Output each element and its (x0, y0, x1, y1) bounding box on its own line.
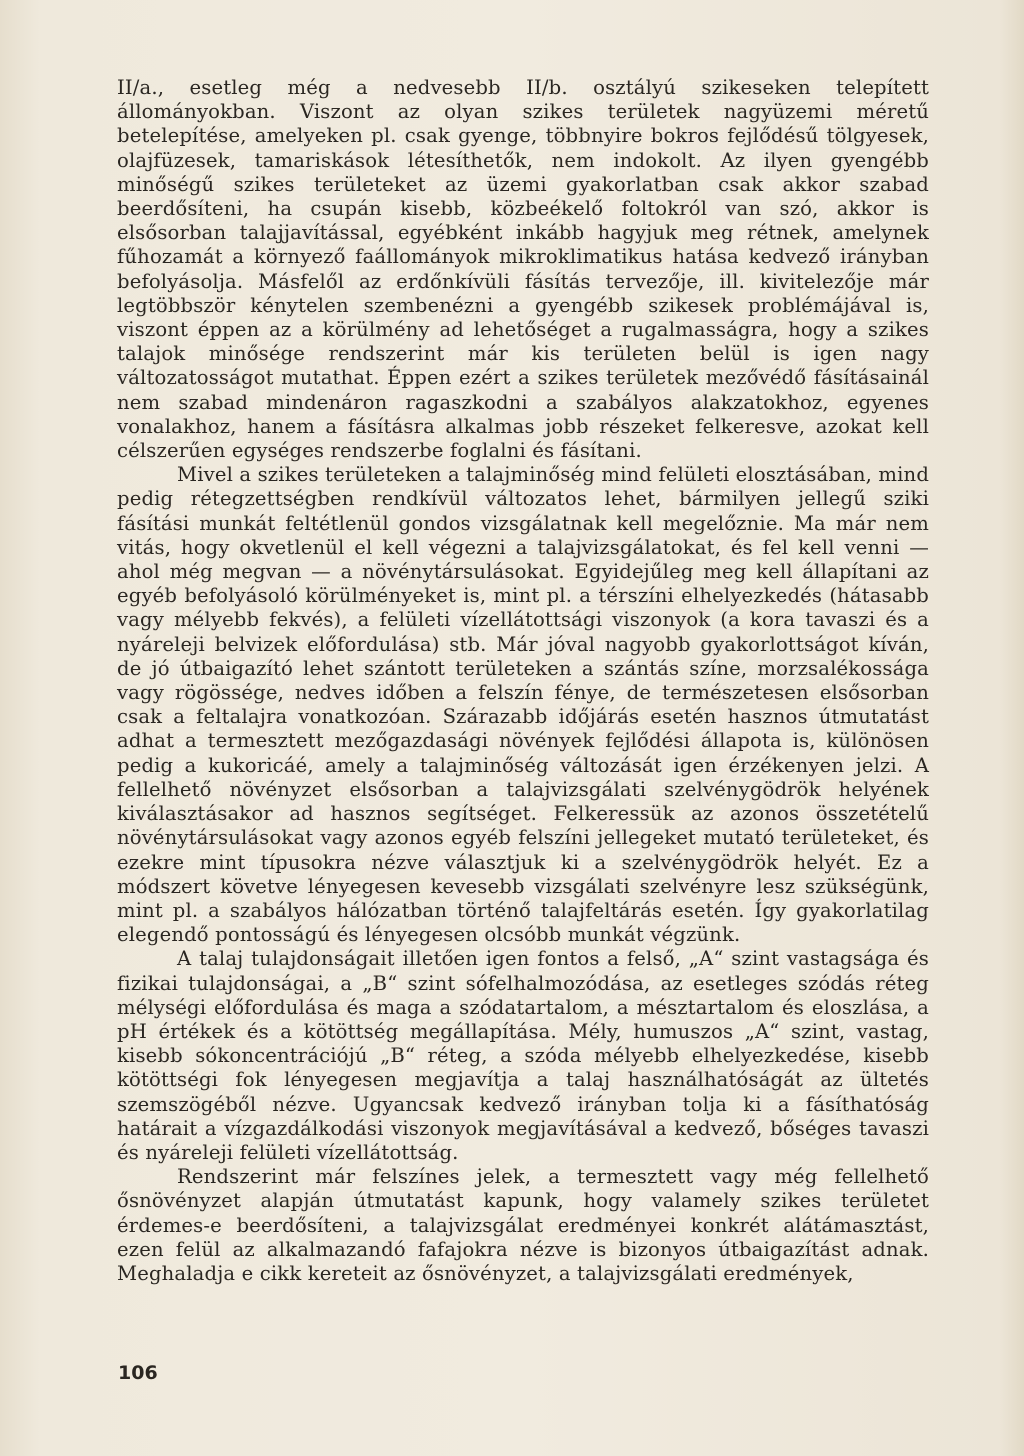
body-text (117, 76, 929, 1286)
page-number: 106 (118, 1362, 158, 1384)
paragraph-1: II/a., esetleg még a nedvesebb II/b. osztályú szikeseken telepített állományokban. Viszont az olyan szikes területek nagyüzemi méretű betelepítése, amelyeken pl. csak gyenge, többnyire bokros fejlődésű tölgyesek, olajfüzesek, tamariskások létesíthetők, nem indokolt. Az ilyen gyengébb minőségű szikes területeket az üzemi gyakorlatban csak akkor szabad beerdősíteni, ha csupán kisebb, közbeékelő foltokról van szó, akkor is elsősorban talajjavítással, egyébként inkább hagyjuk meg rétnek, amelynek fűhozamát a környező faállományok mikroklimatikus hatása kedvező irányban befolyásolja. Másfelől az erdőnkívüli fásítás tervezője, ill. kivitelezője már legtöbbször kénytelen szembenézni a gyengébb szikesek problémájával is, viszont éppen az a körülmény ad lehetőséget a rugalmasságra, hogy a szikes talajok minősége rendszerint már kis területen belül is igen nagy változatosságot mutathat. Éppen ezért a szikes területek mezővédő fásításainál nem szabad mindenáron ragaszkodni a szabályos alakzatokhoz, egyenes vonalakhoz, hanem a fásításra alkalmas jobb részeket felkeresve, azokat kell célszerűen egységes rendszerbe foglalni és fásítani. (117, 76, 929, 463)
paragraph-4: Rendszerint már felszínes jelek, a termesztett vagy még fellelhető ősnövényzet alapján útmutatást kapunk, hogy valamely szikes területet érdemes-e beerdősíteni, a talajvizsgálat eredményei konkrét alátámasztást, ezen felül az alkalmazandó fafajokra nézve is bizonyos útbaigazítást adnak. Meghaladja e cikk kereteit az ősnövényzet, a talajvizsgálati eredmények, (117, 1165, 929, 1285)
paragraph-2: Mivel a szikes területeken a talajminőség mind felületi elosztásában, mind pedig rétegzettségben rendkívül változatos lehet, bármilyen jellegű sziki fásítási munkát feltétlenül gondos vizsgálatnak kell megelőznie. Ma már nem vitás, hogy okvetlenül el kell végezni a talajvizsgálatokat, és fel kell venni — ahol még megvan — a növénytársulásokat. Egyidejűleg meg kell állapítani az egyéb befolyásoló körülményeket is, mint pl. a térszíni elhelyezkedés (hátasabb vagy mélyebb fekvés), a felületi vízellátottsági viszonyok (a kora tavaszi és a nyáreleji belvizek előfordulása) stb. Már jóval nagyobb gyakorlottságot kíván, de jó útbaigazító lehet szántott területeken a szántás színe, morzsalékossága vagy rögössége, nedves időben a felszín fénye, de természetesen elsősorban csak a feltalajra vonatkozóan. Szárazabb időjárás esetén hasznos útmutatást adhat a termesztett mezőgazdasági növények fejlődési állapota is, különösen pedig a kukoricáé, amely a talajminőség változását igen érzékenyen jelzi. A fellelhető növényzet elsősorban a talajvizsgálati szelvénygödrök helyének kiválasztásakor ad hasznos segítséget. Felkeressük az azonos összetételű növénytársulásokat vagy azonos egyéb felszíni jellegeket mutató területeket, és ezekre mint típusokra nézve választjuk ki a szelvénygödrök helyét. Ez a módszert követve lényegesen kevesebb vizsgálati szelvényre lesz szükségünk, mint pl. a szabályos hálózatban történő talajfeltárás esetén. Így gyakorlatilag elegendő pontosságú és lényegesen olcsóbb munkát végzünk. (117, 463, 930, 947)
paragraph-3: A talaj tulajdonságait illetően igen fontos a felső, „A“ szint vastagsága és fizikai tulajdonságai, a „B“ szint sófelhalmozódása, az esetleges szódás réteg mélységi előfordulása és maga a szódatartalom, a mésztartalom és eloszlása, a pH értékek és a kötöttség megállapítása. Mély, humuszos „A“ szint, vastag, kisebb sókoncentrációjú „B“ réteg, a szóda mélyebb elhelyezkedése, kisebb kötöttségi fok lényegesen megjavítja a talaj használhatóságát az ültetés szemszögéből nézve. Ugyancsak kedvező irányban tolja ki a fásíthatóság határait a vízgazdálkodási viszonyok megjavításával a kedvező, bőséges tavaszi és nyáreleji felületi vízellátottság. (117, 947, 929, 1164)
